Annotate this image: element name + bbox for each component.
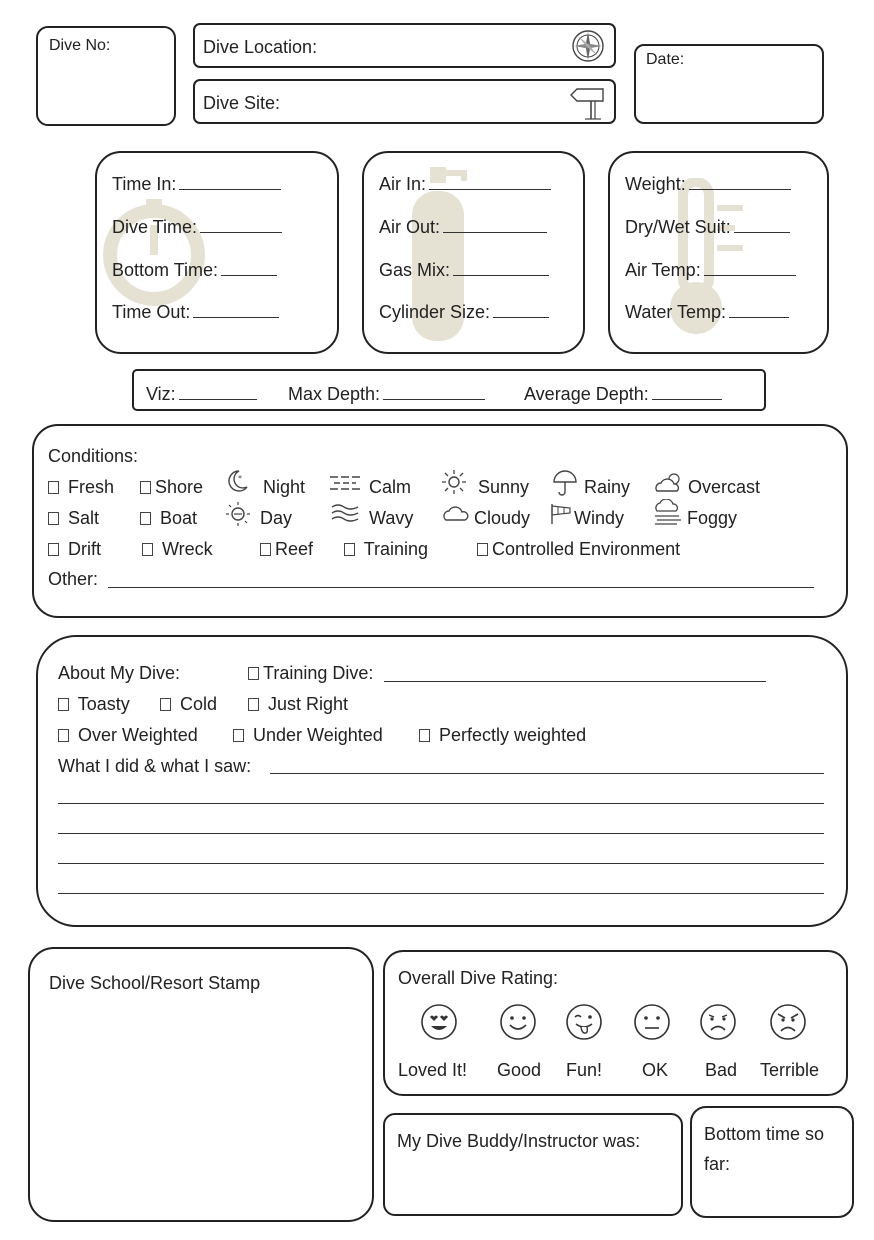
svg-text:*: * bbox=[238, 474, 242, 483]
signpost-icon bbox=[567, 85, 607, 121]
rating-box bbox=[383, 950, 848, 1096]
air-in-field[interactable] bbox=[379, 173, 551, 195]
condition-fresh[interactable] bbox=[48, 477, 114, 498]
condition-windy-label[interactable]: Windy bbox=[574, 508, 625, 528]
other-line[interactable] bbox=[108, 587, 814, 588]
gas-mix-field[interactable] bbox=[379, 259, 549, 281]
option-over-weighted[interactable] bbox=[58, 725, 198, 746]
time-in-field[interactable] bbox=[112, 173, 281, 195]
checkbox[interactable] bbox=[260, 543, 271, 556]
avg-depth-field[interactable] bbox=[524, 383, 722, 405]
moon-icon bbox=[224, 468, 250, 494]
condition-rainy-label[interactable]: Rainy bbox=[584, 477, 631, 497]
option-perfectly-weighted-label: Perfectly weighted bbox=[439, 725, 587, 745]
max-depth-field[interactable] bbox=[288, 383, 485, 405]
condition-salt[interactable] bbox=[48, 508, 99, 529]
checkbox[interactable] bbox=[140, 512, 151, 525]
condition-reef-label: Reef bbox=[275, 539, 314, 559]
condition-night-label[interactable]: Night bbox=[263, 477, 306, 497]
dive-location-label: Dive Location: bbox=[203, 37, 318, 57]
dive-no-label: Dive No: bbox=[49, 37, 111, 54]
bottom-time-so-far-line1: Bottom time so bbox=[704, 1124, 825, 1144]
air-temp-field[interactable] bbox=[625, 259, 796, 281]
windsock-icon bbox=[548, 502, 574, 526]
sad-face-icon[interactable] bbox=[699, 1003, 737, 1041]
fog-icon bbox=[653, 499, 683, 527]
condition-drift[interactable] bbox=[48, 539, 101, 560]
calm-water-icon bbox=[328, 473, 362, 493]
checkbox[interactable] bbox=[140, 481, 151, 494]
checkbox[interactable] bbox=[248, 667, 259, 680]
dive-site-label: Dive Site: bbox=[203, 93, 281, 113]
notes-line[interactable] bbox=[58, 833, 824, 834]
tongue-face-icon[interactable] bbox=[565, 1003, 603, 1041]
option-just-right[interactable] bbox=[248, 694, 348, 715]
option-perfectly-weighted[interactable] bbox=[419, 725, 586, 746]
checkbox[interactable] bbox=[142, 543, 153, 556]
viz-label: Viz: bbox=[146, 384, 176, 404]
air-in-label: Air In: bbox=[379, 174, 427, 194]
notes-line[interactable] bbox=[270, 773, 824, 774]
notes-line[interactable] bbox=[58, 803, 824, 804]
option-just-right-label: Just Right bbox=[268, 694, 349, 714]
stamp-label: Dive School/Resort Stamp bbox=[49, 973, 261, 993]
bottom-time-label: Bottom Time: bbox=[112, 260, 219, 280]
day-sun-icon bbox=[224, 501, 252, 527]
stamp-box[interactable] bbox=[28, 947, 374, 1222]
condition-shore-label: Shore bbox=[155, 477, 204, 497]
date-box[interactable] bbox=[634, 44, 824, 124]
dive-no-box[interactable] bbox=[36, 26, 176, 126]
condition-cloudy-label[interactable]: Cloudy bbox=[474, 508, 531, 528]
dive-site-box[interactable] bbox=[193, 79, 616, 124]
condition-boat-label: Boat bbox=[160, 508, 198, 528]
what-i-did-label: What I did & what I saw: bbox=[58, 756, 252, 776]
checkbox[interactable] bbox=[58, 698, 69, 711]
rating-ok-label[interactable]: OK bbox=[642, 1060, 669, 1080]
rating-loved-label[interactable]: Loved It! bbox=[398, 1060, 468, 1080]
air-out-field[interactable] bbox=[379, 216, 547, 238]
water-temp-field[interactable] bbox=[625, 301, 789, 323]
buddy-box[interactable] bbox=[383, 1113, 683, 1216]
gas-mix-label: Gas Mix: bbox=[379, 260, 451, 280]
condition-overcast-label[interactable]: Overcast bbox=[688, 477, 761, 497]
notes-line[interactable] bbox=[58, 893, 824, 894]
checkbox[interactable] bbox=[48, 512, 59, 525]
about-title: About My Dive: bbox=[58, 663, 181, 683]
checkbox[interactable] bbox=[160, 698, 171, 711]
condition-calm-label[interactable]: Calm bbox=[369, 477, 412, 497]
waves-icon bbox=[330, 502, 362, 524]
conditions-box bbox=[32, 424, 848, 618]
option-under-weighted-label: Under Weighted bbox=[253, 725, 383, 745]
condition-wreck[interactable] bbox=[142, 539, 213, 560]
condition-fresh-label: Fresh bbox=[68, 477, 115, 497]
conditions-title: Conditions: bbox=[48, 446, 139, 466]
suit-field[interactable] bbox=[625, 216, 790, 238]
checkbox[interactable] bbox=[48, 543, 59, 556]
bottom-time-field[interactable] bbox=[112, 259, 277, 281]
condition-controlled[interactable] bbox=[477, 539, 680, 560]
viz-field[interactable] bbox=[146, 383, 257, 405]
option-cold-label: Cold bbox=[180, 694, 218, 714]
buddy-label: My Dive Buddy/Instructor was: bbox=[397, 1131, 641, 1151]
max-depth-label: Max Depth: bbox=[288, 384, 381, 404]
notes-line[interactable] bbox=[58, 863, 824, 864]
dive-location-box[interactable] bbox=[193, 23, 616, 68]
rating-terrible-label[interactable]: Terrible bbox=[760, 1060, 820, 1080]
option-toasty[interactable] bbox=[58, 694, 130, 715]
time-out-label: Time Out: bbox=[112, 302, 191, 322]
dive-time-label: Dive Time: bbox=[112, 217, 198, 237]
condition-controlled-label: Controlled Environment bbox=[492, 539, 681, 559]
time-in-label: Time In: bbox=[112, 174, 177, 194]
water-temp-label: Water Temp: bbox=[625, 302, 727, 322]
checkbox[interactable] bbox=[344, 543, 355, 556]
heart-eyes-face-icon[interactable] bbox=[420, 1003, 458, 1041]
condition-drift-label: Drift bbox=[68, 539, 102, 559]
weight-label: Weight: bbox=[625, 174, 686, 194]
training-dive-label: Training Dive: bbox=[263, 663, 374, 683]
cylinder-size-label: Cylinder Size: bbox=[379, 302, 491, 322]
rating-fun-label[interactable]: Fun! bbox=[566, 1060, 603, 1080]
condition-shore[interactable] bbox=[140, 477, 203, 498]
condition-training-label: Training bbox=[363, 539, 429, 559]
avg-depth-label: Average Depth: bbox=[524, 384, 649, 404]
air-out-label: Air Out: bbox=[379, 217, 441, 237]
suit-label: Dry/Wet Suit: bbox=[625, 217, 731, 237]
checkbox[interactable] bbox=[419, 729, 430, 742]
depth-bar bbox=[132, 369, 766, 411]
neutral-face-icon[interactable] bbox=[633, 1003, 671, 1041]
condition-foggy-label[interactable]: Foggy bbox=[687, 508, 738, 528]
condition-day-label[interactable]: Day bbox=[260, 508, 293, 528]
time-out-field[interactable] bbox=[112, 301, 279, 323]
condition-reef[interactable] bbox=[260, 539, 313, 560]
time-box bbox=[95, 151, 339, 354]
rating-title: Overall Dive Rating: bbox=[398, 968, 559, 988]
bottom-time-so-far-box[interactable] bbox=[690, 1106, 854, 1218]
stopwatch-icon bbox=[99, 193, 219, 313]
rating-good-label[interactable]: Good bbox=[497, 1060, 542, 1080]
condition-salt-label: Salt bbox=[68, 508, 100, 528]
other-label: Other: bbox=[48, 569, 99, 589]
condition-boat[interactable] bbox=[140, 508, 197, 529]
compass-icon bbox=[571, 29, 605, 63]
checkbox[interactable] bbox=[248, 698, 259, 711]
date-label: Date: bbox=[646, 51, 685, 68]
condition-sunny-label[interactable]: Sunny bbox=[478, 477, 530, 497]
weight-box bbox=[608, 151, 829, 354]
cylinder-size-field[interactable] bbox=[379, 301, 549, 323]
condition-wavy-label[interactable]: Wavy bbox=[369, 508, 414, 528]
option-toasty-label: Toasty bbox=[77, 694, 130, 714]
weight-field[interactable] bbox=[625, 173, 791, 195]
bottom-time-so-far-line2: far: bbox=[704, 1154, 731, 1174]
option-under-weighted[interactable] bbox=[233, 725, 383, 746]
air-box bbox=[362, 151, 585, 354]
checkbox[interactable] bbox=[233, 729, 244, 742]
smile-face-icon[interactable] bbox=[499, 1003, 537, 1041]
umbrella-icon bbox=[552, 469, 578, 497]
option-cold[interactable] bbox=[160, 694, 217, 715]
training-dive-line[interactable] bbox=[384, 681, 766, 682]
angry-face-icon[interactable] bbox=[769, 1003, 807, 1041]
training-dive-option[interactable] bbox=[248, 663, 373, 684]
checkbox[interactable] bbox=[48, 481, 59, 494]
cloud-icon bbox=[442, 503, 470, 523]
checkbox[interactable] bbox=[58, 729, 69, 742]
dive-time-field[interactable] bbox=[112, 216, 282, 238]
rating-bad-label[interactable]: Bad bbox=[705, 1060, 738, 1080]
checkbox[interactable] bbox=[477, 543, 488, 556]
overcast-icon bbox=[653, 471, 685, 495]
about-dive-box bbox=[36, 635, 848, 927]
condition-training[interactable] bbox=[344, 539, 428, 560]
air-temp-label: Air Temp: bbox=[625, 260, 701, 280]
sun-icon bbox=[441, 469, 467, 495]
option-over-weighted-label: Over Weighted bbox=[78, 725, 198, 745]
condition-wreck-label: Wreck bbox=[162, 539, 213, 559]
